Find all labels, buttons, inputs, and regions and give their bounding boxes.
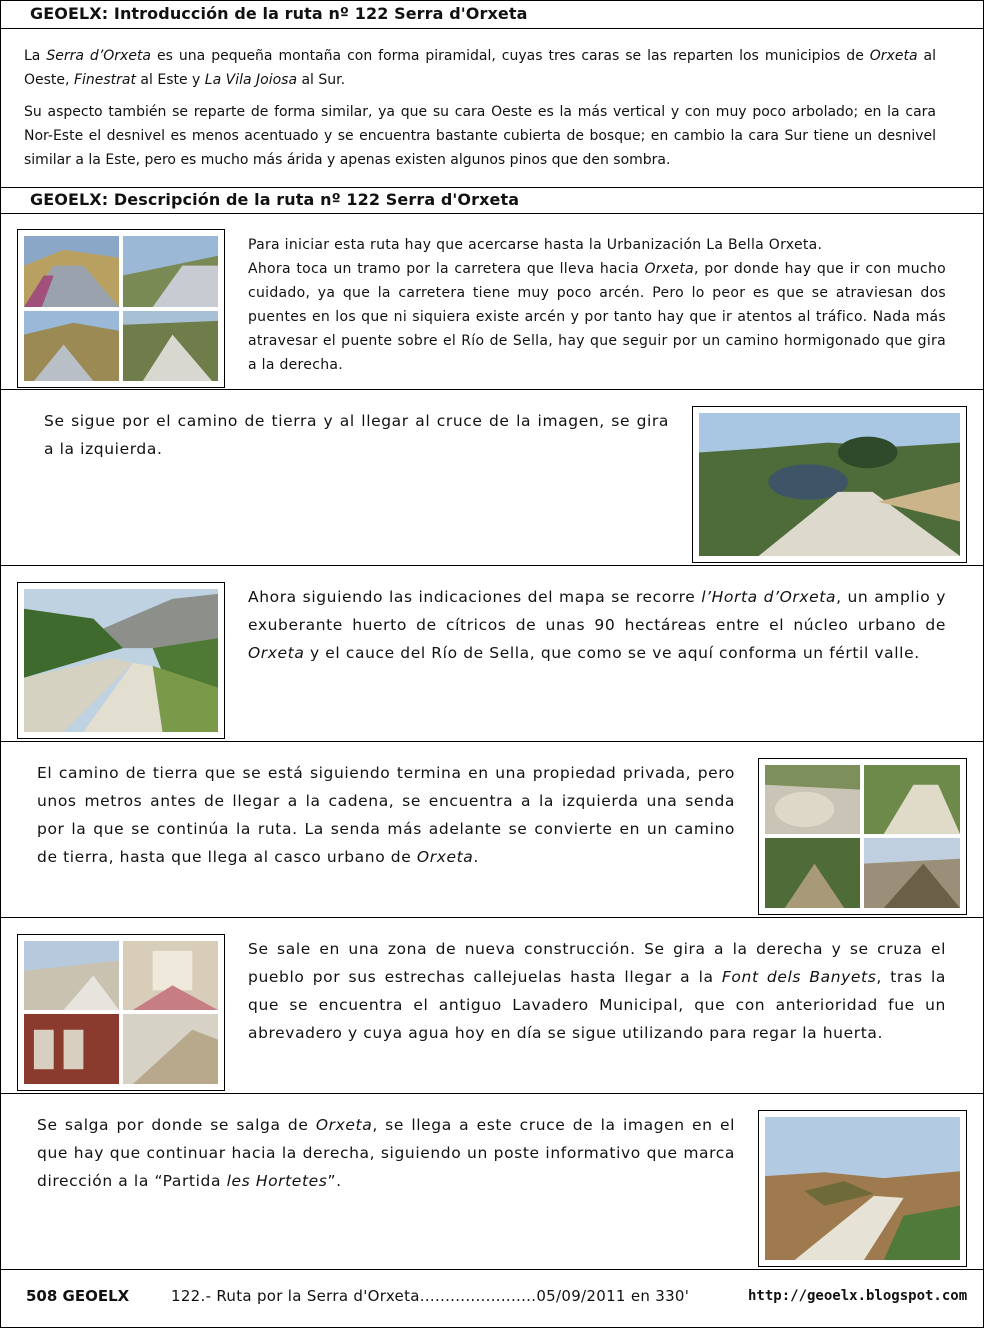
photo-collage-road [17, 229, 225, 388]
divider [0, 741, 984, 742]
divider [0, 187, 984, 188]
divider [0, 213, 984, 214]
step-3-text: Ahora siguiendo las indicaciones del mapa se recorre l’Horta d’Orxeta, un amplio y exuberante huerto de cítricos de unas 90 hectáreas entre el núcleo urbano de Orxeta y el cauce del Río de Sella, que como se ve aquí conforma un fértil valle. [248, 588, 946, 662]
photo-orchard-path [17, 582, 225, 739]
step-5-text: Se sale en una zona de nueva construcción. Se gira a la derecha y se cruza el pueblo por sus estrechas callejuelas hasta llegar a la Font dels Banyets, tras la que se encuentra el antiguo Lavadero Municipal, que con anterioridad fue un abrevadero y cuya agua hoy en día se sigue utilizando para regar la huerta. [248, 940, 946, 1042]
step-4-text: El camino de tierra que se está siguiendo termina en una propiedad privada, pero unos metros antes de llegar a la cadena, se encuentra a la izquierda una senda por la que se continúa la ruta. La senda más adelante se convierte en un camino de tierra, hasta que llega al casco urbano de Orxeta. [37, 764, 735, 866]
step-2-text: Se sigue por el camino de tierra y al llegar al cruce de la imagen, se gira a la izquierda. [44, 412, 669, 458]
photo-dirt-crossroad [692, 406, 967, 563]
intro-paragraph-1: La Serra d’Orxeta es una pequeña montaña con forma piramidal, cuyas tres caras se las reparten los municipios de Orxeta al Oeste, Finestrat al Este y La Vila Joiosa al Sur. [24, 48, 936, 88]
step-6-text: Se salga por donde se salga de Orxeta, se llega a este cruce de la imagen en el que hay que continuar hacia la derecha, siguiendo un poste informativo que marca dirección a la “Partida les Hortetes”. [37, 1116, 735, 1190]
photo-collage-trail [758, 758, 967, 915]
intro-title: GEOELX: Introducción de la ruta nº 122 Serra d'Orxeta [30, 4, 528, 23]
intro-paragraph-2: Su aspecto también se reparte de forma similar, ya que su cara Oeste es la más vertical y con muy poco arbolado; en la cara Nor-Este el desnivel es menos acentuado y se encuentra bastante cubierta de bosque; en cambio la cara Sur tiene un desnivel similar a la Este, pero es mucho más árida y apenas existen algunos pinos que den sombra. [24, 104, 936, 168]
step-1-text: Para iniciar esta ruta hay que acercarse hasta la Urbanización La Bella Orxeta. Ahora toca un tramo por la carretera que lleva hacia Orxeta, por donde hay que ir con mucho cuidado, ya que la carretera tiene muy poco arcén. Pero lo peor es que se atraviesan dos puentes en los que ni siquiera existe arcén y por tanto hay que ir atentos al tráfico. Nada más atravesar el puente sobre el Río de Sella, hay que seguir por un camino hormigonado que gira a la derecha. [248, 237, 946, 373]
intro-text [24, 44, 936, 180]
footer-page-number: 508 GEOELX [26, 1287, 130, 1305]
footer-route-info: 122.- Ruta por la Serra d'Orxeta.......................05/09/2011 en 330' [171, 1287, 690, 1305]
divider [0, 28, 984, 29]
divider [0, 1269, 984, 1270]
divider [0, 1093, 984, 1094]
footer-blog-link[interactable]: http://geoelx.blogspot.com [748, 1288, 968, 1304]
divider [0, 917, 984, 918]
divider [0, 389, 984, 390]
description-title: GEOELX: Descripción de la ruta nº 122 Serra d'Orxeta [30, 190, 520, 209]
photo-crossroad-right [758, 1110, 967, 1267]
divider [0, 565, 984, 566]
photo-collage-village [17, 934, 225, 1091]
